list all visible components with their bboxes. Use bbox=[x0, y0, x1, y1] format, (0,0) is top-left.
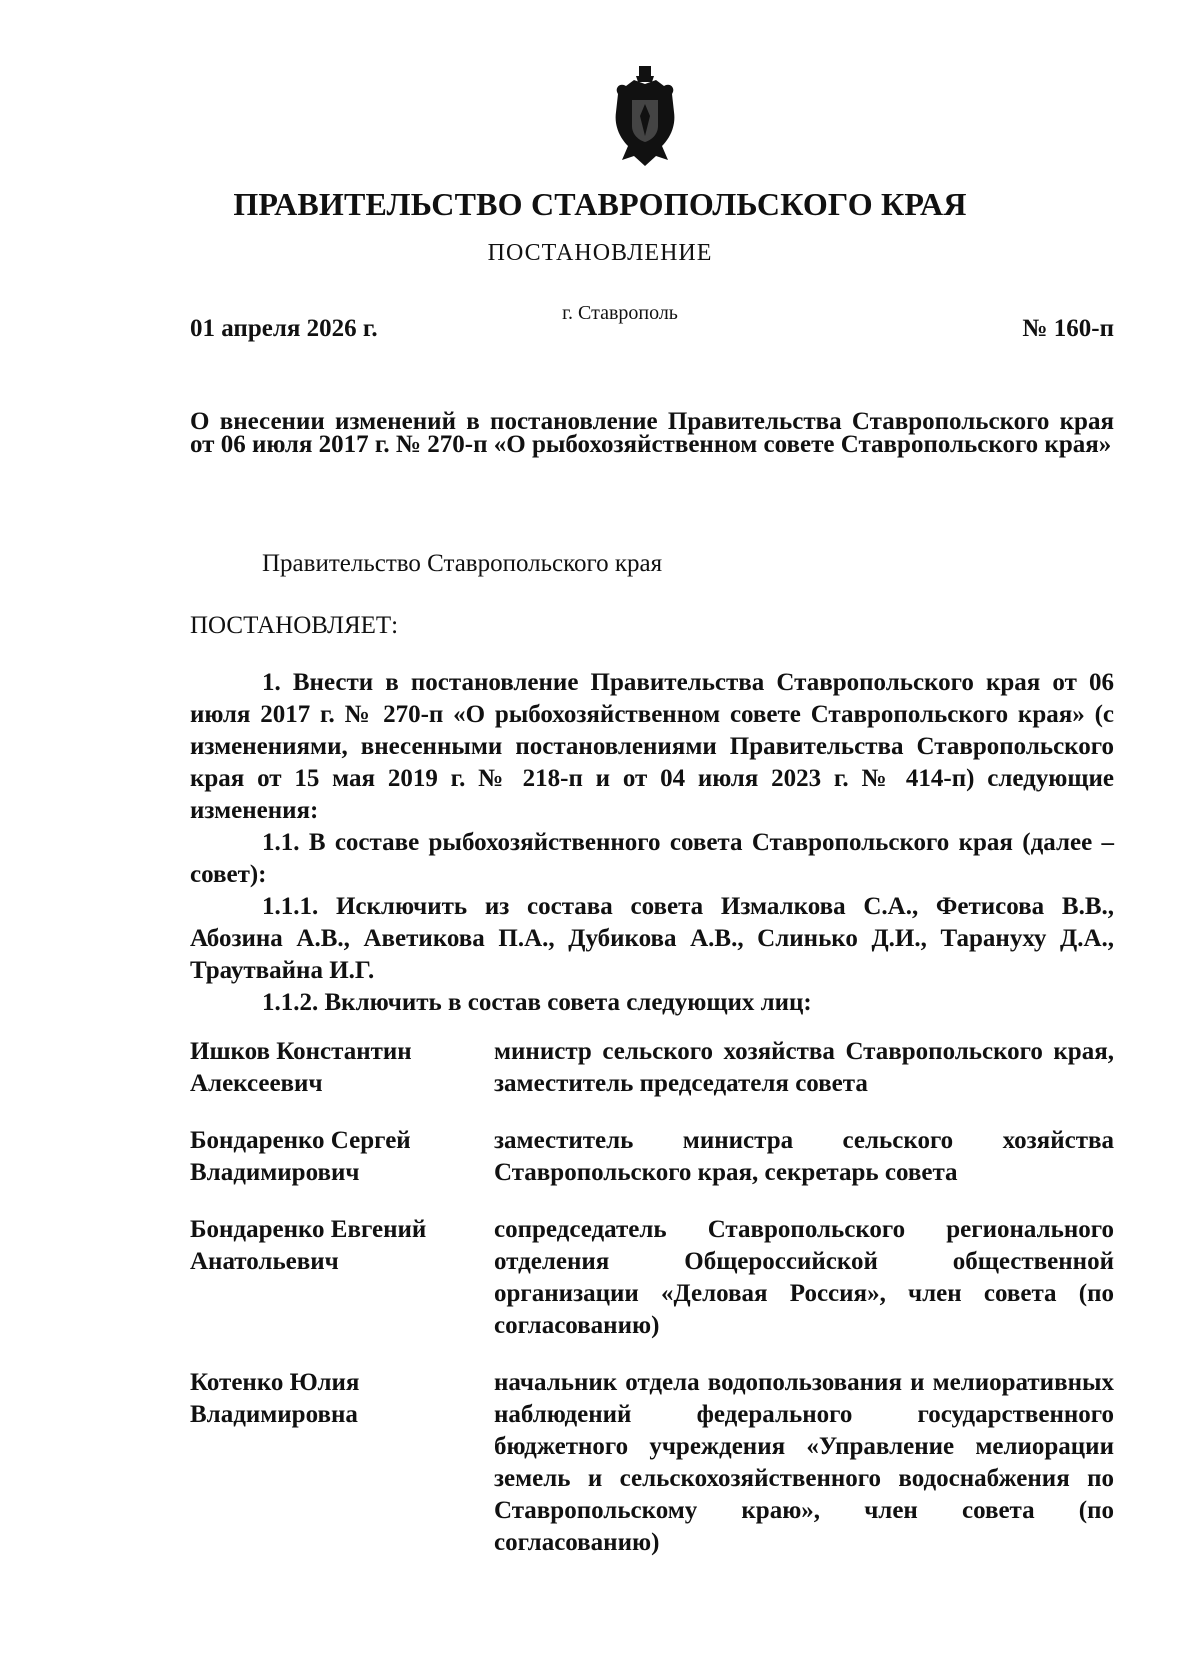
document-date: 01 апреля 2026 г. bbox=[190, 315, 378, 342]
person-name: Котенко Юлия Владимировна bbox=[190, 1369, 360, 1428]
person-name: Бондаренко Сергей Владимирович bbox=[190, 1127, 411, 1186]
government-name: Правительство Ставропольского края bbox=[262, 550, 663, 577]
city: г. Ставрополь bbox=[562, 302, 678, 324]
person-entry bbox=[190, 1367, 1114, 1559]
person-role: начальник отдела водопользования и мелиоративных наблюдений федерального государственного бюджетного учреждения «Управление мелиорации земель и сельскохозяйственного водоснабжения по Ставропольскому краю», член совета (по согласованию) bbox=[494, 1369, 1114, 1556]
person-entry bbox=[190, 1214, 1114, 1342]
document-subject: О внесении изменений в постановление Правительства Ставропольского края от 06 июля 2017 г. № 270-п «О рыбохозяйственном совете Ставропольского края» bbox=[190, 408, 1114, 458]
coat-of-arms-emblem bbox=[612, 64, 678, 168]
document-number: № 160-п bbox=[1022, 315, 1114, 342]
person-entry bbox=[190, 1125, 1114, 1189]
person-name: Ишков Константин Алексеевич bbox=[190, 1038, 412, 1097]
person-entry bbox=[190, 1036, 1114, 1100]
person-name: Бондаренко Евгений Анатольевич bbox=[190, 1216, 427, 1275]
government-title: ПРАВИТЕЛЬСТВО СТАВРОПОЛЬСКОГО КРАЯ bbox=[233, 186, 967, 222]
paragraph-1-1-1: 1.1.1. Исключить из состава совета Измалкова С.А., Фетисова В.В., Абозина А.В., Аветикова П.А., Дубикова А.В., Слинько Д.И., Тарануху Д.А., Траутвайна И.Г. bbox=[190, 893, 1114, 984]
person-role: министр сельского хозяйства Ставропольского края, заместитель председателя совета bbox=[494, 1038, 1114, 1097]
resolves-heading: ПОСТАНОВЛЯЕТ: bbox=[190, 612, 399, 639]
person-role: сопредседатель Ставропольского регионального отделения Общероссийской общественной организации «Деловая Россия», член совета (по согласованию) bbox=[494, 1216, 1114, 1339]
person-role: заместитель министра сельского хозяйства Ставропольского края, секретарь совета bbox=[494, 1127, 1114, 1186]
paragraph-1: 1. Внести в постановление Правительства Ставропольского края от 06 июля 2017 г. № 270-п «О рыбохозяйственном совете Ставропольского края» (с изменениями, внесенными постановлениями Правительства Ставропольского края от 15 мая 2019 г. № 218-п и от 04 июля 2023 г. № 414-п) следующие изменения: bbox=[190, 669, 1114, 824]
document-type: ПОСТАНОВЛЕНИЕ bbox=[487, 240, 713, 266]
paragraph-1-1-2: 1.1.2. Включить в состав совета следующих лиц: bbox=[262, 989, 812, 1016]
resolution-body bbox=[190, 667, 1114, 1019]
paragraph-1-1: 1.1. В составе рыбохозяйственного совета Ставропольского края (далее – совет): bbox=[190, 829, 1114, 888]
persons-list bbox=[190, 1036, 1114, 1584]
